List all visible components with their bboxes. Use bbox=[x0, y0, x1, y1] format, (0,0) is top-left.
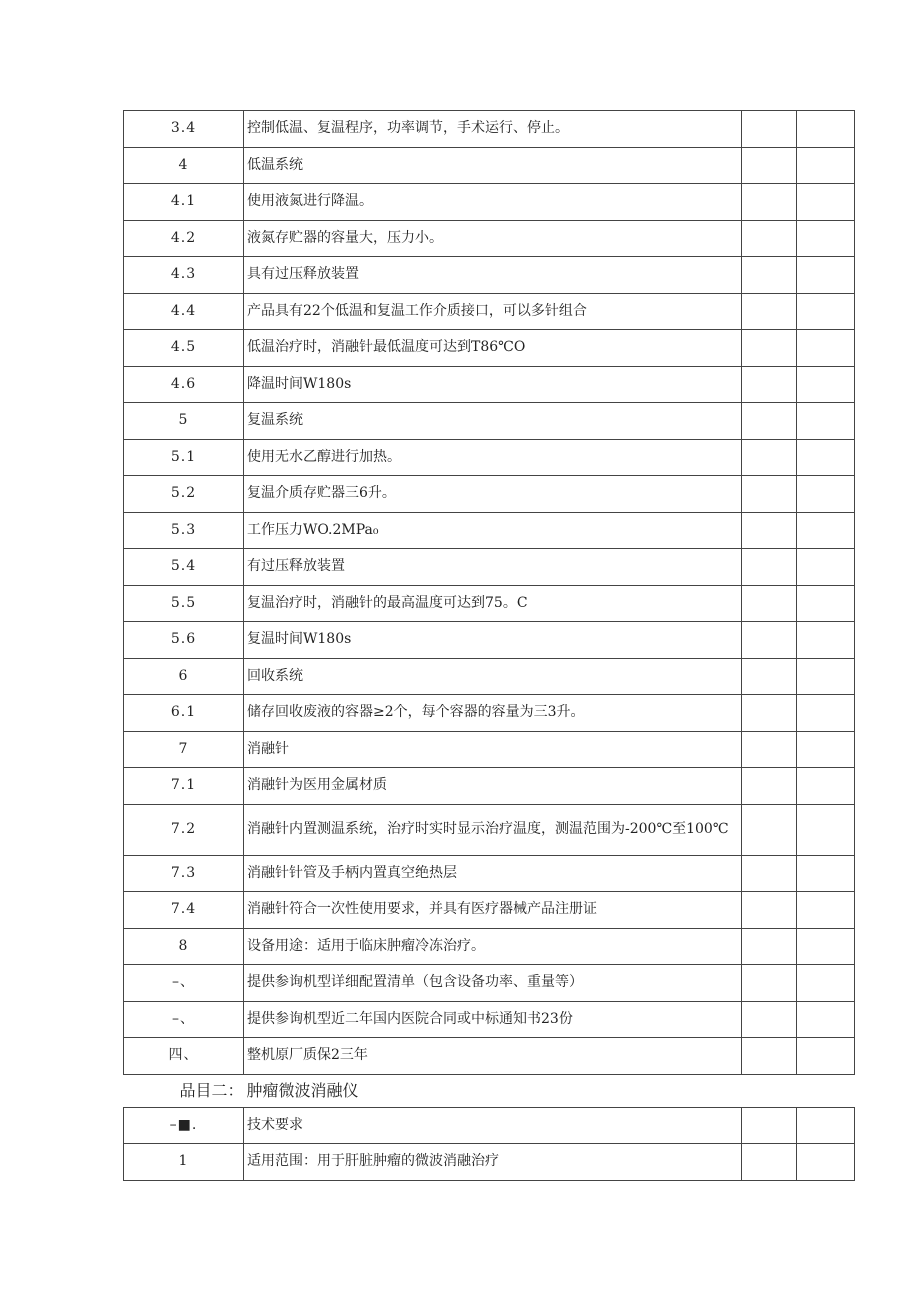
table-row bbox=[124, 1001, 855, 1038]
blank-cell bbox=[742, 439, 797, 476]
blank-cell bbox=[742, 1107, 797, 1144]
blank-cell bbox=[742, 658, 797, 695]
blank-cell bbox=[742, 804, 797, 855]
item-description: 有过压释放装置 bbox=[244, 549, 742, 586]
blank-cell bbox=[742, 293, 797, 330]
item-description: 适用范围：用于肝脏肿瘤的微波消融治疗 bbox=[244, 1144, 742, 1181]
blank-cell bbox=[742, 622, 797, 659]
item-number: 4.4 bbox=[124, 293, 244, 330]
blank-cell bbox=[797, 804, 855, 855]
item-description: 技术要求 bbox=[244, 1107, 742, 1144]
item-number: 4.3 bbox=[124, 257, 244, 294]
table-row bbox=[124, 403, 855, 440]
item-number: 5.3 bbox=[124, 512, 244, 549]
table-row bbox=[124, 695, 855, 732]
blank-cell bbox=[797, 366, 855, 403]
table-row bbox=[124, 366, 855, 403]
table-row bbox=[124, 293, 855, 330]
blank-cell bbox=[797, 403, 855, 440]
item-number: 3.4 bbox=[124, 111, 244, 148]
item-number: 7.2 bbox=[124, 804, 244, 855]
item-number: 1 bbox=[124, 1144, 244, 1181]
table-row bbox=[124, 892, 855, 929]
blank-cell bbox=[797, 330, 855, 367]
blank-cell bbox=[742, 366, 797, 403]
blank-cell bbox=[797, 184, 855, 221]
blank-cell bbox=[742, 257, 797, 294]
item-description: 整机原厂质保2三年 bbox=[244, 1038, 742, 1075]
blank-cell bbox=[797, 220, 855, 257]
item-description: 液氮存贮器的容量大，压力小。 bbox=[244, 220, 742, 257]
blank-cell bbox=[797, 549, 855, 586]
item-number: 4.1 bbox=[124, 184, 244, 221]
table-row bbox=[124, 476, 855, 513]
item-number: –、 bbox=[124, 1001, 244, 1038]
item-number: 4.5 bbox=[124, 330, 244, 367]
item-description: 复温治疗时，消融针的最高温度可达到75。C bbox=[244, 585, 742, 622]
blank-cell bbox=[742, 695, 797, 732]
blank-cell bbox=[797, 695, 855, 732]
table-row bbox=[124, 257, 855, 294]
section-label bbox=[124, 1074, 244, 1107]
table-row bbox=[124, 439, 855, 476]
item-description: 具有过压释放装置 bbox=[244, 257, 742, 294]
table-row bbox=[124, 768, 855, 805]
item-number: 7 bbox=[124, 731, 244, 768]
item-number: 5.2 bbox=[124, 476, 244, 513]
table-row bbox=[124, 965, 855, 1002]
spec-table-body bbox=[124, 111, 855, 1181]
item-description: 产品具有22个低温和复温工作介质接口，可以多针组合 bbox=[244, 293, 742, 330]
item-description: 提供参询机型详细配置清单（包含设备功率、重量等） bbox=[244, 965, 742, 1002]
table-row bbox=[124, 147, 855, 184]
table-row bbox=[124, 622, 855, 659]
blank-cell bbox=[797, 622, 855, 659]
item-number: 7.1 bbox=[124, 768, 244, 805]
item-description: 消融针 bbox=[244, 731, 742, 768]
item-description: 使用液氮进行降温。 bbox=[244, 184, 742, 221]
blank-cell bbox=[742, 1001, 797, 1038]
item-description: 使用无水乙醇进行加热。 bbox=[244, 439, 742, 476]
item-number: 7.4 bbox=[124, 892, 244, 929]
blank-cell bbox=[742, 330, 797, 367]
table-row bbox=[124, 855, 855, 892]
table-row bbox=[124, 111, 855, 148]
blank-cell bbox=[797, 1001, 855, 1038]
blank-cell bbox=[797, 111, 855, 148]
blank-cell bbox=[797, 1038, 855, 1075]
item-number: –■. bbox=[124, 1107, 244, 1144]
item-number: 5.4 bbox=[124, 549, 244, 586]
blank-cell bbox=[742, 220, 797, 257]
blank-cell bbox=[742, 892, 797, 929]
table-row bbox=[124, 731, 855, 768]
table-row bbox=[124, 1038, 855, 1075]
item-description: 消融针为医用金属材质 bbox=[244, 768, 742, 805]
item-number: 5.1 bbox=[124, 439, 244, 476]
table-row bbox=[124, 1107, 855, 1144]
blank-cell bbox=[742, 549, 797, 586]
item-description: 降温时间W180s bbox=[244, 366, 742, 403]
item-description: 低温系统 bbox=[244, 147, 742, 184]
blank-cell bbox=[797, 585, 855, 622]
item-description: 设备用途：适用于临床肿瘤冷冻治疗。 bbox=[244, 928, 742, 965]
blank-cell bbox=[742, 403, 797, 440]
item-description: 储存回收废液的容器≥2个，每个容器的容量为三3升。 bbox=[244, 695, 742, 732]
blank-cell bbox=[742, 965, 797, 1002]
table-row bbox=[124, 330, 855, 367]
blank-cell bbox=[797, 928, 855, 965]
item-description: 提供参询机型近二年国内医院合同或中标通知书23份 bbox=[244, 1001, 742, 1038]
blank-cell bbox=[742, 1074, 797, 1107]
table-row bbox=[124, 184, 855, 221]
blank-cell bbox=[742, 184, 797, 221]
blank-cell bbox=[742, 585, 797, 622]
table-row bbox=[124, 928, 855, 965]
item-description: 工作压力WO.2MPa₀ bbox=[244, 512, 742, 549]
table-row bbox=[124, 658, 855, 695]
item-description: 低温治疗时，消融针最低温度可达到T86℃O bbox=[244, 330, 742, 367]
table-row bbox=[124, 585, 855, 622]
item-description: 消融针符合一次性使用要求，并具有医疗器械产品注册证 bbox=[244, 892, 742, 929]
blank-cell bbox=[742, 928, 797, 965]
section-label-text: 品目二： bbox=[179, 1081, 244, 1100]
blank-cell bbox=[742, 512, 797, 549]
item-description: 复温时间W180s bbox=[244, 622, 742, 659]
blank-cell bbox=[797, 1074, 855, 1107]
section-title: 肿瘤微波消融仪 bbox=[246, 1081, 359, 1100]
blank-cell bbox=[797, 855, 855, 892]
item-number: 四、 bbox=[124, 1038, 244, 1075]
item-number: 4.2 bbox=[124, 220, 244, 257]
blank-cell bbox=[797, 1107, 855, 1144]
blank-cell bbox=[797, 768, 855, 805]
table-row bbox=[124, 512, 855, 549]
item-number: 5.6 bbox=[124, 622, 244, 659]
blank-cell bbox=[797, 439, 855, 476]
item-description: 控制低温、复温程序，功率调节，手术运行、停止。 bbox=[244, 111, 742, 148]
item-description: 消融针针管及手柄内置真空绝热层 bbox=[244, 855, 742, 892]
blank-cell bbox=[797, 892, 855, 929]
item-number: 5.5 bbox=[124, 585, 244, 622]
item-number: 4.6 bbox=[124, 366, 244, 403]
table-row bbox=[124, 549, 855, 586]
blank-cell bbox=[797, 512, 855, 549]
table-row bbox=[124, 220, 855, 257]
item-number: 6.1 bbox=[124, 695, 244, 732]
blank-cell bbox=[742, 1038, 797, 1075]
blank-cell bbox=[797, 731, 855, 768]
item-number: 6 bbox=[124, 658, 244, 695]
blank-cell bbox=[742, 476, 797, 513]
item-description: 回收系统 bbox=[244, 658, 742, 695]
blank-cell bbox=[742, 855, 797, 892]
blank-cell bbox=[742, 111, 797, 148]
blank-cell bbox=[742, 147, 797, 184]
item-description: 复温介质存贮器三6升。 bbox=[244, 476, 742, 513]
blank-cell bbox=[797, 1144, 855, 1181]
item-number: 7.3 bbox=[124, 855, 244, 892]
blank-cell bbox=[797, 293, 855, 330]
item-number: –、 bbox=[124, 965, 244, 1002]
item-number: 4 bbox=[124, 147, 244, 184]
blank-cell bbox=[797, 658, 855, 695]
item-number: 8 bbox=[124, 928, 244, 965]
blank-cell bbox=[797, 965, 855, 1002]
section-heading bbox=[124, 1074, 855, 1107]
blank-cell bbox=[797, 257, 855, 294]
item-description: 复温系统 bbox=[244, 403, 742, 440]
table-row bbox=[124, 1144, 855, 1181]
blank-cell bbox=[742, 731, 797, 768]
table-row bbox=[124, 804, 855, 855]
blank-cell bbox=[742, 1144, 797, 1181]
blank-cell bbox=[797, 476, 855, 513]
item-description: 消融针内置测温系统，治疗时实时显示治疗温度，测温范围为-200℃至100℃ bbox=[244, 804, 742, 855]
blank-cell bbox=[742, 768, 797, 805]
spec-table bbox=[123, 110, 855, 1181]
blank-cell bbox=[797, 147, 855, 184]
item-number: 5 bbox=[124, 403, 244, 440]
